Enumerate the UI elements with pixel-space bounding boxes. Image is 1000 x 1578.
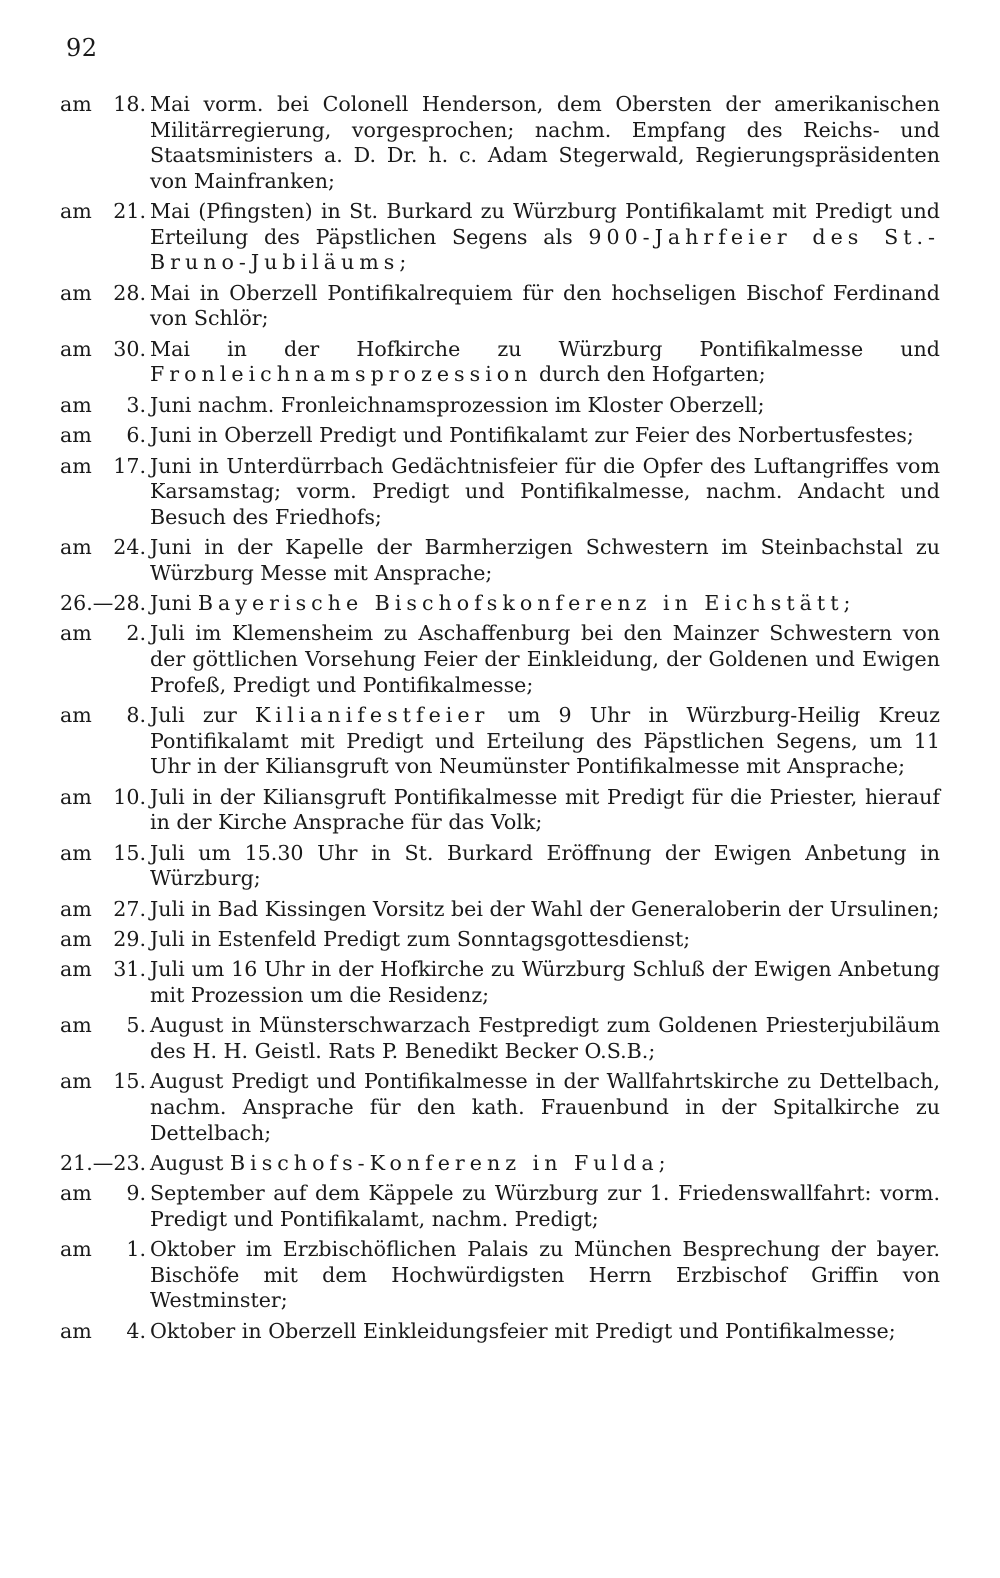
entry-date: 28.: [113, 280, 146, 305]
entry-prefix: am: [60, 1181, 92, 1206]
entry-text: Oktober im Erzbischöflichen Palais zu München Besprechung der bayer. Bischöfe mit dem Hochwürdigsten Herrn Erzbischof Griffin von Westminster;: [150, 1237, 940, 1313]
entry-prefix: am: [60, 423, 92, 448]
list-item: [60, 92, 940, 194]
entry-prefix: am: [60, 280, 92, 305]
entry-prefix: am: [60, 926, 92, 951]
entry-date: 21.—23.: [60, 1150, 147, 1175]
entry-date: 15.: [113, 1069, 146, 1094]
entry-text: Juli um 15.30 Uhr in St. Burkard Eröffnung der Ewigen Anbetung in Würzburg;: [150, 840, 940, 891]
list-item: [60, 1319, 940, 1345]
list-item: [60, 423, 940, 449]
entry-text: Mai (Pfingsten) in St. Burkard zu Würzburg Pontifikalamt mit Predigt und Erteilung des Päpstlichen Segens als 900-Jahrfeier des St.-Bruno-Jubiläums;: [150, 199, 940, 275]
entry-date: 30.: [113, 336, 146, 361]
entry-date: 2.: [126, 621, 146, 646]
entry-date: 15.: [113, 840, 146, 865]
entry-text: Juni in Oberzell Predigt und Pontifikalamt zur Feier des Norbertusfestes;: [150, 423, 914, 448]
entry-prefix: am: [60, 535, 92, 560]
entry-date: 26.—28.: [60, 591, 147, 616]
entry-prefix: am: [60, 92, 92, 116]
spaced-emphasis: Bayerische Bischofskonferenz in Eichstätt: [197, 591, 844, 616]
entry-date: 10.: [113, 784, 146, 809]
entry-prefix: am: [60, 896, 92, 921]
entry-text: August Predigt und Pontifikalmesse in der Wallfahrtskirche zu Dettelbach, nachm. Ansprache für den kath. Frauenbund in der Spitalkirche zu Dettelbach;: [150, 1069, 940, 1145]
entry-date: 29.: [113, 926, 146, 951]
entry-prefix: am: [60, 621, 92, 646]
list-item: [60, 454, 940, 531]
entry-text: Juni in Unterdürrbach Gedächtnisfeier für die Opfer des Luftangriffes vom Karsamstag; vorm. Predigt und Pontifikalmesse, nachm. Andacht und Besuch des Friedhofs;: [150, 453, 940, 529]
list-item: [60, 1181, 940, 1232]
entry-text: Juli in Estenfeld Predigt zum Sonntagsgottesdienst;: [150, 926, 691, 951]
list-item: [60, 1151, 940, 1177]
entry-text: Juli in der Kiliansgruft Pontifikalmesse mit Predigt für die Priester, hierauf in der Kirche Ansprache für das Volk;: [150, 784, 940, 835]
list-item: [60, 337, 940, 388]
entry-text: August Bischofs-Konferenz in Fulda;: [150, 1150, 666, 1175]
entry-text: Mai in der Hofkirche zu Würzburg Pontifikalmesse und Fronleichnamsprozession durch den Hofgarten;: [150, 336, 940, 387]
entry-text: Juli im Klemensheim zu Aschaffenburg bei den Mainzer Schwestern von der göttlichen Vorsehung Feier der Einkleidung, der Goldenen und Ewigen Profeß, Predigt und Pontifikalmesse;: [150, 621, 940, 697]
list-item: [60, 199, 940, 276]
entry-prefix: am: [60, 1069, 92, 1094]
list-item: [60, 841, 940, 892]
spaced-emphasis: Kilianifestfeier: [255, 703, 490, 728]
spaced-emphasis: Bischofs-Konferenz in Fulda: [229, 1150, 659, 1175]
list-item: [60, 897, 940, 923]
entry-date: 27.: [113, 896, 146, 921]
list-item: [60, 591, 940, 617]
entry-text: August in Münsterschwarzach Festpredigt zum Goldenen Priesterjubiläum des H. H. Geistl. Rats P. Benedikt Becker O.S.B.;: [150, 1013, 940, 1063]
list-item: [60, 1013, 940, 1064]
page-number: 92: [66, 34, 98, 62]
entry-date: 6.: [126, 423, 146, 448]
entry-text: Mai in Oberzell Pontifikalrequiem für den hochseligen Bischof Ferdinand von Schlör;: [150, 280, 940, 331]
entry-date: 8.: [126, 703, 146, 728]
entry-date: 24.: [113, 535, 146, 560]
entry-prefix: am: [60, 453, 92, 478]
entry-text: Juli um 16 Uhr in der Hofkirche zu Würzburg Schluß der Ewigen Anbetung mit Prozession um die Residenz;: [150, 957, 940, 1007]
entry-prefix: am: [60, 1237, 92, 1262]
entry-date: 21.: [113, 199, 146, 224]
list-item: [60, 957, 940, 1008]
entry-text: Juli zur Kilianifestfeier um 9 Uhr in Würzburg-Heilig Kreuz Pontifikalamt mit Predigt und Erteilung des Päpstlichen Segens, um 11 Uhr in der Kiliansgruft von Neumünster Pontifikalmesse mit Ansprache;: [150, 703, 940, 779]
entry-date: 4.: [126, 1318, 146, 1343]
entry-prefix: am: [60, 957, 92, 982]
entry-list: [60, 92, 940, 1349]
entry-prefix: am: [60, 1013, 92, 1038]
list-item: [60, 785, 940, 836]
entry-text: Mai vorm. bei Colonell Henderson, dem Obersten der amerikanischen Militärregierung, vorgesprochen; nachm. Empfang des Reichs- und Staatsministers a. D. Dr. h. c. Adam Stegerwald, Regierungspräsidenten von Mainfranken;: [150, 92, 940, 193]
entry-date: 18.: [113, 92, 146, 116]
entry-prefix: am: [60, 336, 92, 361]
list-item: [60, 703, 940, 780]
entry-date: 17.: [113, 453, 146, 478]
entry-text: Juni Bayerische Bischofskonferenz in Eichstätt;: [150, 591, 851, 616]
entry-prefix: am: [60, 784, 92, 809]
spaced-emphasis: Fronleichnamsprozession: [150, 362, 533, 387]
entry-date: 5.: [126, 1013, 146, 1038]
list-item: [60, 1069, 940, 1146]
list-item: [60, 927, 940, 953]
entry-prefix: am: [60, 840, 92, 865]
entry-prefix: am: [60, 392, 92, 417]
entry-prefix: am: [60, 1318, 92, 1343]
spaced-emphasis: 900-Jahrfeier des St.-Bruno-Jubiläums: [150, 224, 940, 275]
entry-prefix: am: [60, 703, 92, 728]
entry-date: 31.: [113, 957, 146, 982]
entry-text: Oktober in Oberzell Einkleidungsfeier mit Predigt und Pontifikalmesse;: [150, 1318, 896, 1343]
entry-text: Juni nachm. Fronleichnamsprozession im Kloster Oberzell;: [150, 392, 765, 417]
entry-prefix: am: [60, 199, 92, 224]
list-item: [60, 535, 940, 586]
entry-text: Juli in Bad Kissingen Vorsitz bei der Wahl der Generaloberin der Ursulinen;: [150, 896, 940, 921]
entry-text: September auf dem Käppele zu Würzburg zur 1. Friedenswallfahrt: vorm. Predigt und Pontifikalamt, nachm. Predigt;: [150, 1181, 940, 1231]
list-item: [60, 621, 940, 698]
entry-text: Juni in der Kapelle der Barmherzigen Schwestern im Steinbachstal zu Würzburg Messe mit Ansprache;: [150, 535, 940, 585]
entry-date: 3.: [126, 392, 146, 417]
list-item: [60, 1237, 940, 1314]
entry-date: 1.: [126, 1237, 146, 1262]
list-item: [60, 393, 940, 419]
list-item: [60, 281, 940, 332]
entry-date: 9.: [126, 1181, 146, 1206]
